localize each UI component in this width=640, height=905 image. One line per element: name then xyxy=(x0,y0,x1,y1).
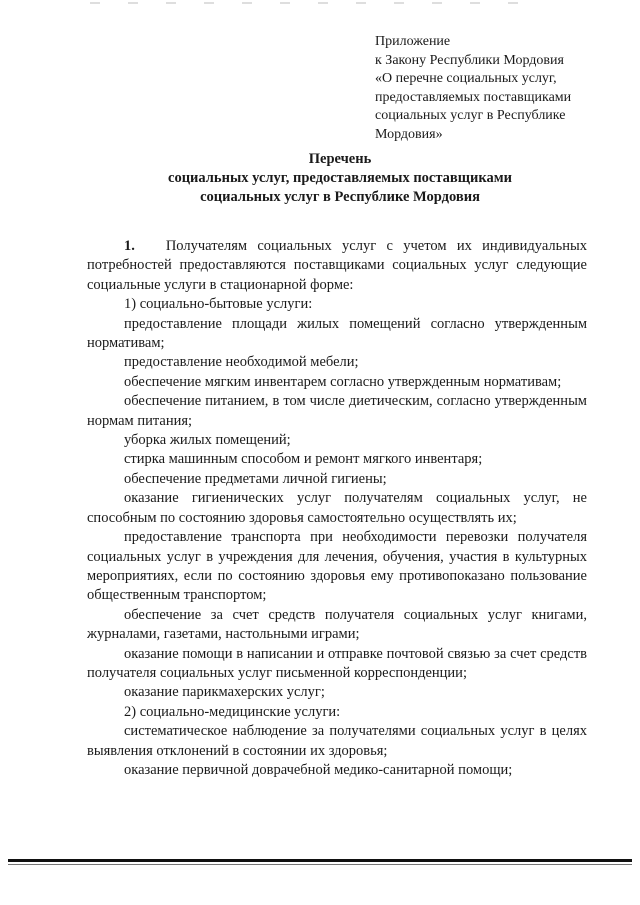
list-item: систематическое наблюдение за получателями социальных услуг в целях выявления отклонений в состоянии их здоровья; xyxy=(87,723,587,759)
list-item: предоставление транспорта при необходимости перевозки получателя социальных услуг в учреждения для лечения, обучения, участия в культурных мероприятиях, если по состоянию здоровья ему противопоказано пользование общественным транспортом; xyxy=(87,529,587,604)
list-item: предоставление необходимой мебели; xyxy=(124,354,359,371)
appendix-line: предоставляемых поставщиками xyxy=(375,89,572,105)
list-item: оказание помощи в написании и отправке почтовой связью за счет средств получателя социальных услуг письменной корреспонденции; xyxy=(87,645,587,681)
appendix-line: к Закону Республики Мордовия xyxy=(375,52,564,68)
appendix-line: Приложение xyxy=(375,34,451,49)
list-item: оказание парикмахерских услуг; xyxy=(124,684,325,701)
paragraph-number: 1. xyxy=(124,238,135,254)
list-item: обеспечение питанием, в том числе диетическим, согласно утвержденным нормам питания; xyxy=(87,393,587,429)
list-item: обеспечение мягким инвентарем согласно утвержденным нормативам; xyxy=(124,373,562,390)
document-title xyxy=(60,150,620,207)
list-item: 1) социально-бытовые услуги: xyxy=(124,296,313,313)
list-item: предоставление площади жилых помещений согласно утвержденным нормативам; xyxy=(87,315,587,352)
list-item: обеспечение предметами личной гигиены; xyxy=(124,470,387,487)
title-line: социальных услуг, предоставляемых поставщиками xyxy=(168,170,512,186)
list-item: уборка жилых помещений; xyxy=(124,432,291,449)
paragraph-text: Получателям социальных услуг с учетом их индивидуальных потребностей предоставляются поставщиками социальных услуг следующие социальные услуги в стационарной форме: xyxy=(87,238,588,293)
document-body xyxy=(87,237,587,780)
list-item: стирка машинным способом и ремонт мягкого инвентаря; xyxy=(124,451,483,468)
page-bottom-rule-thin xyxy=(8,864,632,865)
appendix-line: социальных услуг в Республике xyxy=(375,108,566,123)
title-line: Перечень xyxy=(308,151,372,167)
list-item: оказание гигиенических услуг получателям социальных услуг, не способным по состоянию здоровья самостоятельно осуществлять их; xyxy=(87,490,587,526)
page-bottom-rule xyxy=(8,859,632,862)
appendix-line: «О перечне социальных услуг, xyxy=(375,71,557,86)
list-item: 2) социально-медицинские услуги: xyxy=(124,703,341,720)
scan-artifact xyxy=(90,2,540,4)
appendix-line: Мордовия» xyxy=(375,126,443,142)
title-line: социальных услуг в Республике Мордовия xyxy=(200,189,480,205)
appendix-note xyxy=(375,33,615,144)
list-item: оказание первичной доврачебной медико-санитарной помощи; xyxy=(124,761,513,778)
paragraph-1 xyxy=(87,237,587,295)
list-item: обеспечение за счет средств получателя социальных услуг книгами, журналами, газетами, настольными играми; xyxy=(87,606,587,643)
